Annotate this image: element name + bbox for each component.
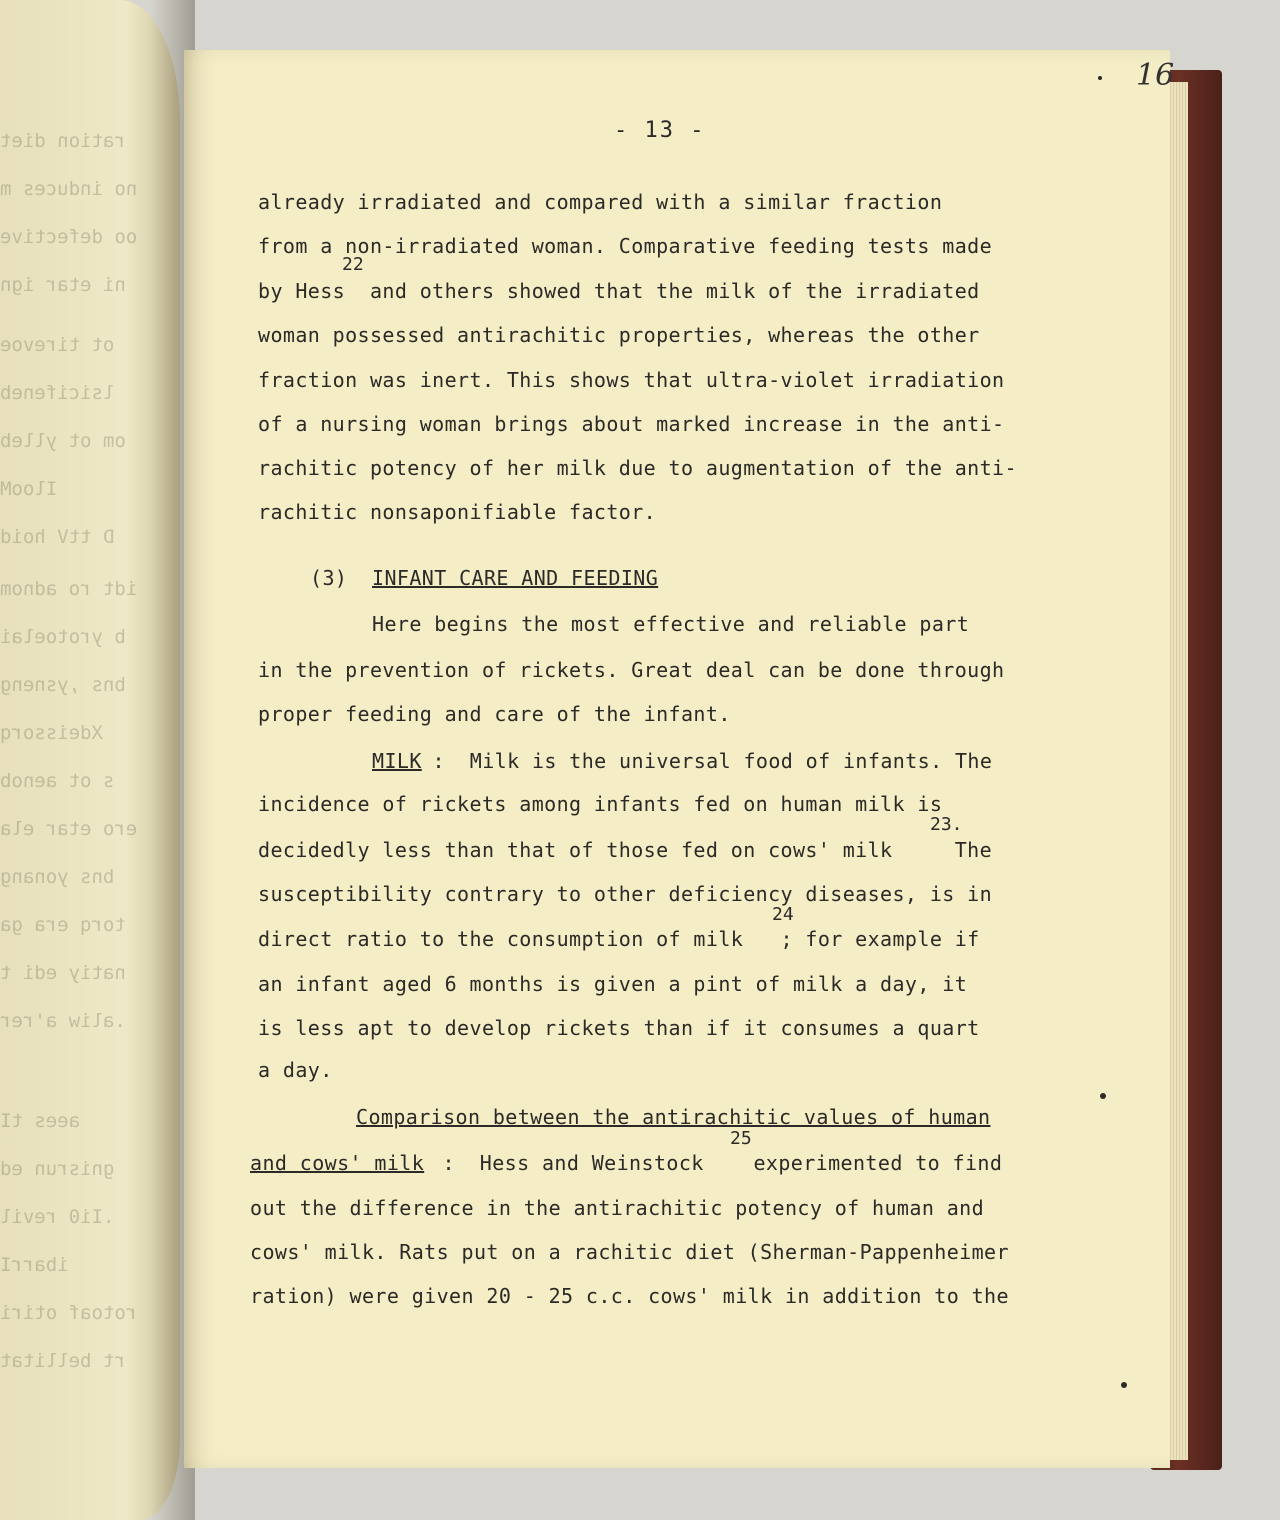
text-line: : Milk is the universal food of infants. The [420,749,993,773]
reference-number: 25 [730,1128,752,1149]
comparison-heading: and cows' milk [250,1151,425,1175]
text-line: decidedly less than that of those fed on cows' milk The [258,838,993,862]
text-line: fraction was inert. This shows that ultra-violet irradiation [258,368,1005,392]
bleed-through-text: idt ro adnom [0,578,138,600]
reference-number: 24 [772,904,794,925]
section-title: INFANT CARE AND FEEDING [372,566,659,590]
text-line: a day. [258,1058,333,1082]
bleed-through-text: rt bellitat [0,1350,126,1372]
bleed-through-text: bns yonang [0,866,115,888]
comparison-heading: Comparison between the antirachitic values of human [356,1105,991,1129]
text-line: cows' milk. Rats put on a rachitic diet (Sherman-Pappenheimer [250,1240,1009,1264]
text-line: by Hess and others showed that the milk of the irradiated [258,279,980,303]
bleed-through-text: .aliw a'rer [0,1010,126,1032]
bleed-through-text: rotoaf otiri [0,1302,138,1324]
bleed-through-text: s ot aenob [0,770,115,792]
text-line: in the prevention of rickets. Great deal can be done through [258,658,1005,682]
text-line: proper feeding and care of the infant. [258,702,731,726]
bleed-through-text: ot tirevoe [0,334,115,356]
reference-number: 22 [342,254,364,275]
bleed-through-text: ni etar ign [0,274,126,296]
text-line: is less apt to develop rickets than if it consumes a quart [258,1016,980,1040]
page-speck [1098,76,1102,80]
text-line: out the difference in the antirachitic potency of human and [250,1196,985,1220]
text-line: direct ratio to the consumption of milk ; for example if [258,927,980,951]
text-line: Here begins the most effective and reliable part [372,612,970,636]
text-line: rachitic potency of her milk due to augmentation of the anti- [258,456,1017,480]
text-line: : Hess and Weinstock experimented to find [430,1151,1003,1175]
bleed-through-text: ibarrI [0,1254,69,1276]
bleed-through-text: om ot ylleb [0,430,126,452]
text-line: of a nursing woman brings about marked increase in the anti- [258,412,1005,436]
text-line: woman possessed antirachitic properties, whereas the other [258,323,980,347]
text-line: incidence of rickets among infants fed on human milk is [258,792,943,816]
bleed-through-text: ration diet [0,130,126,152]
bleed-through-text: IlooM [0,478,58,500]
bleed-through-text: gnisrun ed [0,1158,115,1180]
bleed-through-text: aees tI [0,1110,81,1132]
text-line: an infant aged 6 months is given a pint of milk a day, it [258,972,968,996]
text-line: from a non-irradiated woman. Comparative feeding tests made [258,234,993,258]
milk-heading: MILK [372,749,422,773]
bleed-through-text: .Ii0 revil [0,1206,115,1228]
page-speck [1100,1093,1106,1099]
bleed-through-text: lsicifeneb [0,382,115,404]
bleed-through-text: bns ,ysneng [0,674,126,696]
bleed-through-text: b yrotoelai [0,626,126,648]
bleed-through-text: ero etar ela [0,818,138,840]
bleed-through-text: natiy edi t [0,962,126,984]
bleed-through-text: torq era ga [0,914,126,936]
reference-number: 23. [930,814,963,835]
section-number: (3) [310,566,348,590]
page-edges [1168,82,1188,1460]
text-line: already irradiated and compared with a similar fraction [258,190,943,214]
bleed-through-text: Xdeissorq [0,722,103,744]
handwritten-page-number: 16 [1136,58,1175,93]
page-number: - 13 - [614,118,706,143]
bleed-through-text: no induces m [0,178,138,200]
bleed-through-text: D ttV hoid [0,526,115,548]
text-line: ration) were given 20 - 25 c.c. cows' milk in addition to the [250,1284,1009,1308]
text-line: susceptibility contrary to other deficiency diseases, is in [258,882,993,906]
text-line: rachitic nonsaponifiable factor. [258,500,657,524]
bleed-through-text: oo defective [0,226,138,248]
page-speck [1121,1382,1127,1388]
